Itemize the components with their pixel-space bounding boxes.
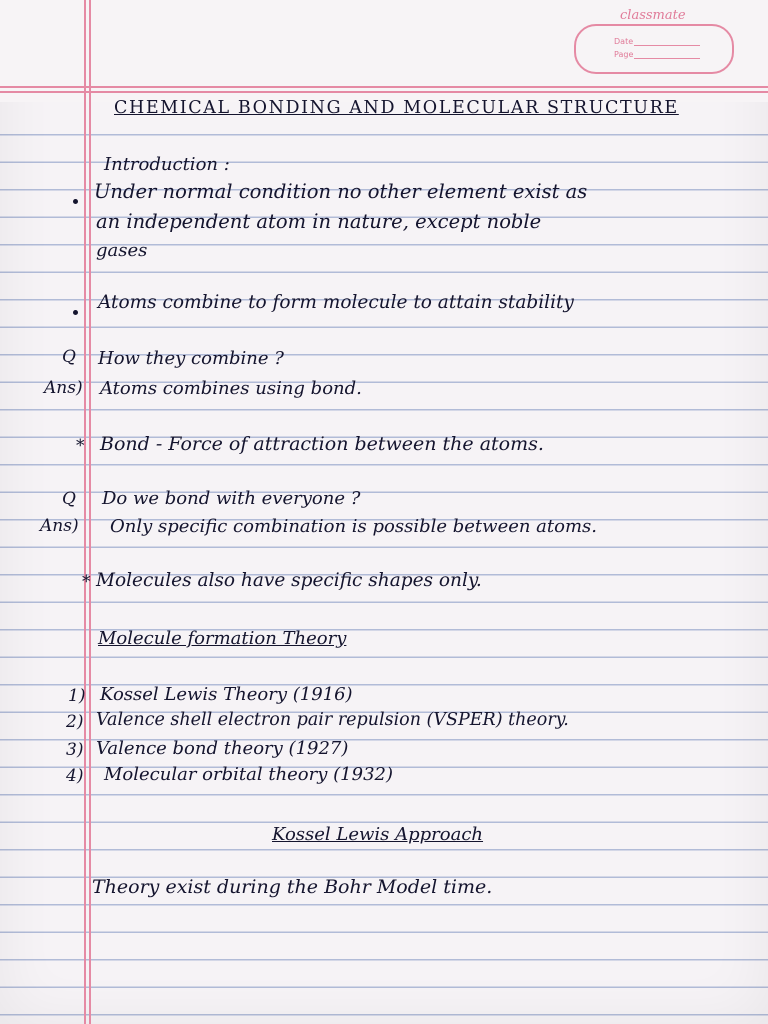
theory-item: Kossel Lewis Theory (1916) <box>100 684 353 705</box>
theory-item: Valence shell electron pair repulsion (VSPER) theory. <box>96 710 569 730</box>
bullet-dot <box>73 310 78 315</box>
list-number: 1) <box>68 686 86 706</box>
shapes-note: Molecules also have specific shapes only. <box>96 570 482 591</box>
question-marker: Q <box>62 489 76 509</box>
bullet1-line1: Under normal condition no other element exist as <box>94 180 588 203</box>
page-label: Page <box>614 50 634 59</box>
bullet1-line2: an independent atom in nature, except noble <box>96 210 542 233</box>
date-page-box <box>574 24 734 74</box>
brand-logo: classmate <box>620 8 686 23</box>
answer-1: Atoms combines using bond. <box>100 378 362 399</box>
theory-item: Valence bond theory (1927) <box>96 738 349 759</box>
theories-heading: Molecule formation Theory <box>98 628 347 649</box>
bullet2-text: Atoms combine to form molecule to attain stability <box>98 292 574 313</box>
page-title: CHEMICAL BONDING AND MOLECULAR STRUCTURE <box>114 98 679 118</box>
margin-line <box>89 0 91 1024</box>
asterisk-marker: * <box>76 436 85 456</box>
list-number: 2) <box>66 712 84 732</box>
theory-item: Molecular orbital theory (1932) <box>104 764 393 785</box>
asterisk-marker: * <box>82 572 91 592</box>
bullet-dot <box>73 199 78 204</box>
answer-marker: Ans) <box>40 516 79 536</box>
question-marker: Q <box>62 347 76 367</box>
date-line <box>634 45 700 46</box>
header-line <box>0 91 768 93</box>
date-label: Date <box>614 37 634 46</box>
answer-2: Only specific combination is possible between atoms. <box>110 516 598 537</box>
list-number: 3) <box>66 740 84 760</box>
list-number: 4) <box>66 766 84 786</box>
kossel-line: Theory exist during the Bohr Model time. <box>92 876 493 898</box>
answer-marker: Ans) <box>44 378 83 398</box>
header-line <box>0 86 768 88</box>
introduction-heading: Introduction : <box>104 154 230 175</box>
question-2: Do we bond with everyone ? <box>102 488 361 509</box>
page-line <box>634 58 700 59</box>
bullet1-line3: gases <box>96 240 148 261</box>
margin-line <box>84 0 86 1024</box>
kossel-heading: Kossel Lewis Approach <box>272 824 484 845</box>
bond-definition: Bond - Force of attraction between the atoms. <box>100 433 544 455</box>
question-1: How they combine ? <box>98 348 284 369</box>
